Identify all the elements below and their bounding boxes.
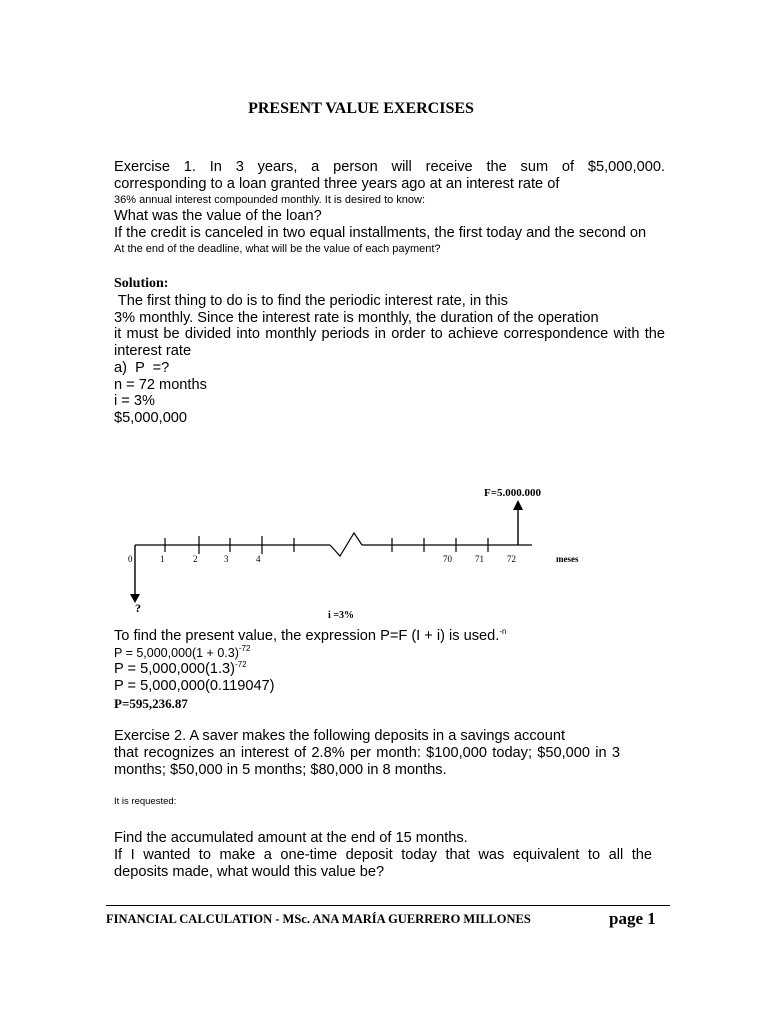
tick-label-4: 4 [256,554,261,564]
footer-page-number: page 1 [609,909,656,928]
solution-f: $5,000,000 [114,410,188,426]
solution-line3: it must be divided into monthly periods in order to achieve correspondence with the [114,326,665,342]
unknown-value-label: ? [135,601,141,615]
pv-eq3: P = 5,000,000(0.119047) [114,678,275,694]
footer-course-title: FINANCIAL CALCULATION - MSc. ANA MARÍA GUERRERO MILLONES [106,912,531,926]
tick-label-1: 1 [160,554,165,564]
exercise1-line6: At the end of the deadline, what will be the value of each payment? [114,243,441,255]
exercise2-question-2-line2: deposits made, what would this value be? [114,864,385,880]
pv-eq1 [114,646,250,662]
solution-line2: 3% monthly. Since the interest rate is monthly, the duration of the operation [114,310,599,326]
exercise1-line2: corresponding to a loan granted three years ago at an interest rate of [114,176,560,192]
exercise2-requested: It is requested: [114,796,177,807]
future-value-arrow-head [513,500,523,510]
tick-label-71: 71 [475,554,484,564]
exercise1-question-b: If the credit is canceled in two equal installments, the first today and the second on [114,225,647,241]
exercise2-question-1: Find the accumulated amount at the end of 15 months. [114,830,468,846]
pv-eq2-text: P = 5,000,000(1.3) [114,661,236,677]
pv-result: P=595,236.87 [114,696,188,711]
future-value-label: F=5.000.000 [484,487,541,499]
exercise2-question-2-line1: If I wanted to make a one-time deposit today that was equivalent to all the [114,847,652,863]
tick-label-2: 2 [193,554,198,564]
pv-intro-exponent: -n [499,627,507,636]
tick-label-0: 0 [128,554,133,564]
solution-n: n = 72 months [114,377,207,393]
tick-label-3: 3 [224,554,229,564]
solution-line1: The first thing to do is to find the periodic interest rate, in this [114,293,508,309]
axis-unit-label: meses [556,554,579,564]
solution-heading: Solution: [114,276,169,291]
exercise1-question-a: What was the value of the loan? [114,208,322,224]
exercise2-line1: Exercise 2. A saver makes the following deposits in a savings account [114,728,566,744]
pv-eq2-exponent: -72 [235,660,247,669]
solution-part-a: a) P =? [114,360,170,376]
exercise2-line2: that recognizes an interest of 2.8% per month: $100,000 today; $50,000 in 3 [114,745,620,761]
page-title: PRESENT VALUE EXERCISES [248,100,474,117]
footer-divider [106,905,670,906]
solution-line4: interest rate [114,343,192,359]
pv-intro [114,628,506,646]
tick-label-72: 72 [507,554,516,564]
pv-eq2 [114,661,247,679]
pv-eq1-text: P = 5,000,000(1 + 0.3) [114,646,239,660]
tick-label-70: 70 [443,554,452,564]
pv-intro-text: To find the present value, the expression P=F (I + i) is used. [114,628,500,644]
rate-label: i =3% [328,610,354,621]
exercise2-line3: months; $50,000 in 5 months; $80,000 in 8 months. [114,762,447,778]
timeline-break [330,533,362,556]
exercise1-line1: Exercise 1. In 3 years, a person will receive the sum of $5,000,000. [114,159,665,175]
pv-eq1-exponent: -72 [238,644,251,653]
exercise1-line3: 36% annual interest compounded monthly. It is desired to know: [114,194,426,206]
solution-i: i = 3% [114,393,155,409]
